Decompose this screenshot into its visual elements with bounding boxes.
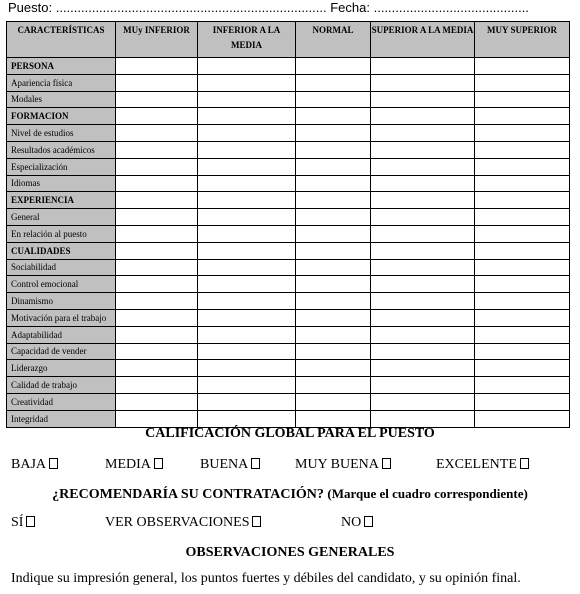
rating-cell[interactable] xyxy=(296,276,371,293)
table-row xyxy=(7,158,570,175)
rating-cell[interactable] xyxy=(475,309,570,326)
rating-cell[interactable] xyxy=(198,326,296,343)
rating-cell[interactable] xyxy=(475,293,570,310)
option-label: BAJA xyxy=(11,457,47,472)
option-muy-buena[interactable] xyxy=(295,457,391,473)
table-row xyxy=(7,91,570,108)
rating-cell[interactable] xyxy=(198,276,296,293)
rating-cell[interactable] xyxy=(296,360,371,377)
table-row xyxy=(7,293,570,310)
evaluation-table xyxy=(6,21,570,428)
rating-cell[interactable] xyxy=(198,242,296,259)
rating-cell[interactable] xyxy=(116,309,198,326)
rating-cell[interactable] xyxy=(296,74,371,91)
option-label: SÍ xyxy=(11,515,24,530)
rating-cell[interactable] xyxy=(198,225,296,242)
observations-title: OBSERVACIONES GENERALES xyxy=(185,545,395,560)
rating-cell[interactable] xyxy=(116,259,198,276)
rating-cell[interactable] xyxy=(371,242,475,259)
rating-cell[interactable] xyxy=(371,293,475,310)
rating-cell[interactable] xyxy=(198,393,296,410)
rating-cell[interactable] xyxy=(296,393,371,410)
option-baja[interactable] xyxy=(11,457,58,473)
criterion-label: Especialización xyxy=(7,158,116,175)
checkbox[interactable] xyxy=(251,458,260,469)
table-row xyxy=(7,360,570,377)
criterion-label: Calidad de trabajo xyxy=(7,377,116,394)
table-row xyxy=(7,343,570,360)
rating-cell[interactable] xyxy=(198,259,296,276)
section-label: CUALIDADES xyxy=(7,242,116,259)
rating-cell[interactable] xyxy=(371,141,475,158)
rating-cell[interactable] xyxy=(475,410,570,427)
rating-cell[interactable] xyxy=(296,58,371,75)
rating-cell[interactable] xyxy=(198,293,296,310)
rating-cell[interactable] xyxy=(371,393,475,410)
rating-cell[interactable] xyxy=(116,242,198,259)
checkbox[interactable] xyxy=(364,516,373,527)
rating-cell[interactable] xyxy=(198,108,296,125)
rating-cell[interactable] xyxy=(296,259,371,276)
section-label: PERSONA xyxy=(7,58,116,75)
rating-cell[interactable] xyxy=(296,125,371,142)
rating-cell[interactable] xyxy=(116,377,198,394)
checkbox[interactable] xyxy=(154,458,163,469)
option-ver-observaciones[interactable] xyxy=(105,515,261,531)
rating-cell[interactable] xyxy=(371,209,475,226)
criterion-label: Modales xyxy=(7,91,116,108)
criterion-label: Liderazgo xyxy=(7,360,116,377)
rating-cell[interactable] xyxy=(116,141,198,158)
rating-cell[interactable] xyxy=(371,360,475,377)
section-label: EXPERIENCIA xyxy=(7,192,116,209)
rating-cell[interactable] xyxy=(198,309,296,326)
rating-cell[interactable] xyxy=(475,125,570,142)
rating-cell[interactable] xyxy=(116,74,198,91)
rating-cell[interactable] xyxy=(371,125,475,142)
rating-cell[interactable] xyxy=(475,377,570,394)
rating-cell[interactable] xyxy=(475,343,570,360)
checkbox[interactable] xyxy=(26,516,35,527)
checkbox[interactable] xyxy=(49,458,58,469)
rating-cell[interactable] xyxy=(198,360,296,377)
col-header-caracteristicas: CARACTERÍSTICAS xyxy=(7,22,116,58)
rating-cell[interactable] xyxy=(116,276,198,293)
table-header-row xyxy=(7,22,570,58)
option-label: EXCELENTE xyxy=(436,457,517,472)
rating-cell[interactable] xyxy=(371,91,475,108)
rating-cell[interactable] xyxy=(371,309,475,326)
table-row xyxy=(7,242,570,259)
rating-cell[interactable] xyxy=(371,276,475,293)
rating-cell[interactable] xyxy=(371,225,475,242)
table-row xyxy=(7,74,570,91)
rating-cell[interactable] xyxy=(475,58,570,75)
rating-cell[interactable] xyxy=(371,108,475,125)
table-row xyxy=(7,58,570,75)
rating-cell[interactable] xyxy=(371,410,475,427)
criterion-label: Nivel de estudios xyxy=(7,125,116,142)
rating-cell[interactable] xyxy=(116,393,198,410)
option-label: MUY BUENA xyxy=(295,457,379,472)
rating-cell[interactable] xyxy=(371,326,475,343)
rating-cell[interactable] xyxy=(116,158,198,175)
rating-cell[interactable] xyxy=(296,91,371,108)
criterion-label: Adaptabilidad xyxy=(7,326,116,343)
rating-cell[interactable] xyxy=(116,108,198,125)
table-row xyxy=(7,377,570,394)
rating-cell[interactable] xyxy=(296,141,371,158)
col-header-muy-superior: MUY SUPERIOR xyxy=(475,22,570,58)
rating-cell[interactable] xyxy=(296,225,371,242)
checkbox[interactable] xyxy=(520,458,529,469)
recommend-question: ¿RECOMENDARÍA SU CONTRATACIÓN? xyxy=(52,487,324,502)
rating-cell[interactable] xyxy=(475,91,570,108)
rating-cell[interactable] xyxy=(296,377,371,394)
fecha-label: Fecha: xyxy=(330,0,370,15)
option-no[interactable] xyxy=(341,515,373,531)
rating-cell[interactable] xyxy=(296,175,371,192)
rating-cell[interactable] xyxy=(475,158,570,175)
rating-cell[interactable] xyxy=(296,108,371,125)
table-row xyxy=(7,209,570,226)
rating-cell[interactable] xyxy=(371,158,475,175)
criterion-label: Apariencia física xyxy=(7,74,116,91)
criterion-label: Dinamismo xyxy=(7,293,116,310)
puesto-field[interactable]: ........................................................................... xyxy=(55,0,327,15)
rating-cell[interactable] xyxy=(198,175,296,192)
table-row xyxy=(7,276,570,293)
rating-cell[interactable] xyxy=(116,209,198,226)
rating-cell[interactable] xyxy=(371,377,475,394)
form-header xyxy=(8,0,529,15)
rating-cell[interactable] xyxy=(371,259,475,276)
rating-cell[interactable] xyxy=(475,141,570,158)
rating-cell[interactable] xyxy=(198,91,296,108)
rating-cell[interactable] xyxy=(198,141,296,158)
option-label: NO xyxy=(341,515,362,530)
rating-cell[interactable] xyxy=(475,259,570,276)
rating-cell[interactable] xyxy=(296,192,371,209)
rating-cell[interactable] xyxy=(475,74,570,91)
rating-cell[interactable] xyxy=(116,91,198,108)
rating-cell[interactable] xyxy=(475,393,570,410)
fecha-field[interactable]: ........................................... xyxy=(373,0,529,15)
rating-cell[interactable] xyxy=(116,192,198,209)
rating-cell[interactable] xyxy=(198,58,296,75)
option-label: VER OBSERVACIONES xyxy=(105,515,250,530)
option-excelente[interactable] xyxy=(436,457,529,473)
section-label: FORMACION xyxy=(7,108,116,125)
puesto-label: Puesto: xyxy=(8,0,53,15)
rating-cell[interactable] xyxy=(296,343,371,360)
rating-cell[interactable] xyxy=(475,108,570,125)
checkbox[interactable] xyxy=(382,458,391,469)
table-row xyxy=(7,192,570,209)
rating-cell[interactable] xyxy=(116,175,198,192)
rating-cell[interactable] xyxy=(116,326,198,343)
col-header-superior: SUPERIOR A LA MEDIA xyxy=(371,22,475,58)
option-media[interactable] xyxy=(105,457,163,473)
rating-cell[interactable] xyxy=(296,242,371,259)
rating-cell[interactable] xyxy=(198,377,296,394)
table-row xyxy=(7,326,570,343)
rating-cell[interactable] xyxy=(475,225,570,242)
criterion-label: Capacidad de vender xyxy=(7,343,116,360)
col-header-inferior: INFERIOR A LA MEDIA xyxy=(198,22,296,58)
rating-cell[interactable] xyxy=(296,158,371,175)
rating-cell[interactable] xyxy=(198,125,296,142)
rating-cell[interactable] xyxy=(371,343,475,360)
criterion-label: Integridad xyxy=(7,410,116,427)
table-row xyxy=(7,108,570,125)
criterion-label: Motivación para el trabajo xyxy=(7,309,116,326)
criterion-label: Control emocional xyxy=(7,276,116,293)
observations-text: Indique su impresión general, los puntos fuertes y débiles del candidato, y su opinión final. xyxy=(11,571,521,586)
rating-cell[interactable] xyxy=(116,293,198,310)
rating-cell[interactable] xyxy=(198,209,296,226)
criterion-label: Resultados académicos xyxy=(7,141,116,158)
table-row xyxy=(7,259,570,276)
rating-cell[interactable] xyxy=(296,326,371,343)
rating-cell[interactable] xyxy=(116,343,198,360)
col-header-normal: NORMAL xyxy=(296,22,371,58)
recommend-title xyxy=(0,486,580,503)
table-row xyxy=(7,141,570,158)
criterion-label: Sociabilidad xyxy=(7,259,116,276)
rating-cell[interactable] xyxy=(198,192,296,209)
rating-cell[interactable] xyxy=(116,125,198,142)
rating-cell[interactable] xyxy=(198,158,296,175)
table-row xyxy=(7,309,570,326)
rating-cell[interactable] xyxy=(475,360,570,377)
table-row xyxy=(7,175,570,192)
criterion-label: General xyxy=(7,209,116,226)
rating-cell[interactable] xyxy=(198,343,296,360)
rating-cell[interactable] xyxy=(296,293,371,310)
rating-title: CALIFICACIÓN GLOBAL PARA EL PUESTO xyxy=(145,426,435,441)
option-label: BUENA xyxy=(200,457,249,472)
rating-cell[interactable] xyxy=(371,74,475,91)
rating-cell[interactable] xyxy=(116,360,198,377)
rating-cell[interactable] xyxy=(475,192,570,209)
rating-cell[interactable] xyxy=(475,209,570,226)
criterion-label: Creatividad xyxy=(7,393,116,410)
table-row xyxy=(7,410,570,427)
table-row xyxy=(7,125,570,142)
rating-cell[interactable] xyxy=(198,410,296,427)
rating-cell[interactable] xyxy=(116,58,198,75)
rating-cell[interactable] xyxy=(371,175,475,192)
rating-cell[interactable] xyxy=(116,410,198,427)
checkbox[interactable] xyxy=(252,516,261,527)
rating-cell[interactable] xyxy=(475,326,570,343)
criterion-label: Idiomas xyxy=(7,175,116,192)
rating-cell[interactable] xyxy=(475,242,570,259)
rating-cell[interactable] xyxy=(475,175,570,192)
rating-cell[interactable] xyxy=(371,58,475,75)
rating-cell[interactable] xyxy=(371,192,475,209)
rating-cell[interactable] xyxy=(198,74,296,91)
option-buena[interactable] xyxy=(200,457,260,473)
rating-cell[interactable] xyxy=(116,225,198,242)
rating-cell[interactable] xyxy=(296,209,371,226)
option-label: MEDIA xyxy=(105,457,151,472)
col-header-muy-inferior: MUy INFERIOR xyxy=(116,22,198,58)
recommend-note: (Marque el cuadro correspondiente) xyxy=(327,486,528,501)
option-si[interactable] xyxy=(11,515,35,531)
rating-cell[interactable] xyxy=(475,276,570,293)
criterion-label: En relación al puesto xyxy=(7,225,116,242)
table-row xyxy=(7,225,570,242)
table-row xyxy=(7,393,570,410)
rating-cell[interactable] xyxy=(296,309,371,326)
rating-cell[interactable] xyxy=(296,410,371,427)
